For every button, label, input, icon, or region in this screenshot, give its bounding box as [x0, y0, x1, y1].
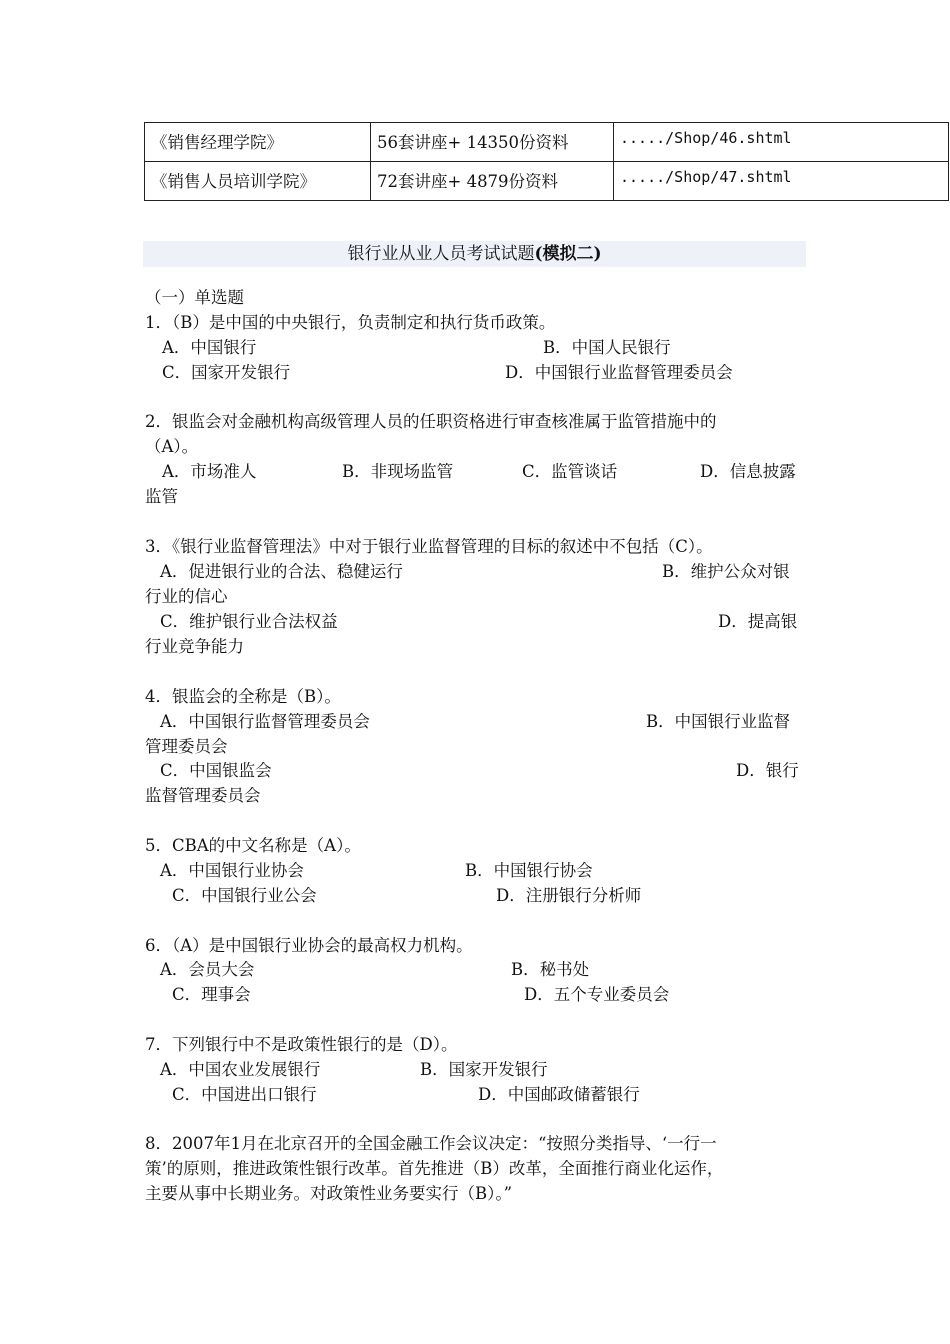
question-1-option-c: C．国家开发银行 — [162, 363, 291, 382]
question-6-stem: 6．（A）是中国银行业协会的最高权力机构。 — [145, 936, 473, 955]
question-3-option-d-cont: 行业竞争能力 — [145, 637, 244, 656]
question-4-option-a: A．中国银行监督管理委员会 — [160, 712, 370, 731]
question-1-option-d: D．中国银行业监督管理委员会 — [505, 363, 733, 382]
title-main: 银行业从业人员考试试题 — [347, 244, 535, 264]
table-cell-name: 《销售人员培训学院》 — [145, 162, 371, 201]
table-row — [145, 123, 949, 162]
question-8-stem-line3: 主要从事中长期业务。对政策性业务要实行（B）。” — [145, 1184, 513, 1203]
question-3-option-b: B．维护公众对银 — [662, 562, 790, 581]
question-2-option-a: A．市场准人 — [162, 462, 257, 481]
question-5-stem: 5．CBA的中文名称是（A）。 — [145, 836, 361, 855]
question-1-stem: 1．（B）是中国的中央银行，负责制定和执行货币政策。 — [145, 313, 556, 332]
question-4-option-b-cont: 管理委员会 — [145, 737, 228, 756]
question-7-option-b: B．国家开发银行 — [420, 1060, 548, 1079]
table-cell-name: 《销售经理学院》 — [145, 123, 371, 162]
question-3-stem: 3．《银行业监督管理法》中对于银行业监督管理的目标的叙述中不包括（C）。 — [145, 537, 713, 556]
table-cell-link[interactable]: ...../Shop/46.shtml — [614, 123, 949, 162]
question-2-option-c: C．监管谈话 — [522, 462, 618, 481]
title-suffix: (模拟二) — [534, 244, 602, 264]
question-3-option-b-cont: 行业的信心 — [145, 587, 228, 606]
question-2-option-d-cont: 监管 — [145, 487, 178, 506]
resource-table — [144, 122, 949, 201]
question-1-option-a: A．中国银行 — [162, 338, 257, 357]
question-4-option-d-cont: 监督管理委员会 — [145, 786, 261, 805]
question-7-option-d: D．中国邮政储蓄银行 — [478, 1085, 640, 1104]
table-cell-content: 56套讲座+ 14350份资料 — [371, 123, 614, 162]
question-6-option-d: D．五个专业委员会 — [524, 985, 670, 1004]
question-7-stem: 7．下列银行中不是政策性银行的是（D）。 — [145, 1035, 458, 1054]
table-row — [145, 162, 949, 201]
table-cell-link[interactable]: ...../Shop/47.shtml — [614, 162, 949, 201]
question-2-stem: 2．银监会对金融机构高级管理人员的任职资格进行审查核准属于监管措施中的 — [145, 412, 717, 431]
question-6-option-a: A．会员大会 — [160, 960, 255, 979]
section-heading: （一）单选题 — [145, 288, 244, 307]
question-4-option-c: C．中国银监会 — [160, 761, 272, 780]
question-3-option-a: A．促进银行业的合法、稳健运行 — [160, 562, 403, 581]
question-4-stem: 4．银监会的全称是（B）。 — [145, 687, 341, 706]
question-8-stem-line1: 8．2007年1月在北京召开的全国金融工作会议决定：“按照分类指导、‘一行一 — [145, 1134, 717, 1153]
question-2-option-d: D．信息披露 — [700, 462, 796, 481]
question-1-option-b: B．中国人民银行 — [543, 338, 671, 357]
question-8-stem-line2: 策’的原则，推进政策性银行改革。首先推进（B）改革，全面推行商业化运作， — [145, 1159, 724, 1178]
question-7-option-c: C．中国进出口银行 — [172, 1085, 317, 1104]
question-5-option-d: D．注册银行分析师 — [496, 886, 642, 905]
question-5-option-a: A．中国银行业协会 — [160, 861, 304, 880]
question-3-option-d: D．提高银 — [718, 612, 798, 631]
question-2-stem-cont: （A）。 — [145, 437, 199, 456]
question-5-option-c: C．中国银行业公会 — [172, 886, 317, 905]
question-6-option-b: B．秘书处 — [511, 960, 590, 979]
question-7-option-a: A．中国农业发展银行 — [160, 1060, 321, 1079]
question-2-option-b: B．非现场监管 — [342, 462, 454, 481]
question-4-option-b: B．中国银行业监督 — [646, 712, 791, 731]
table-cell-content: 72套讲座+ 4879份资料 — [371, 162, 614, 201]
question-4-option-d: D．银行 — [736, 761, 799, 780]
page-title — [143, 241, 806, 267]
question-3-option-c: C．维护银行业合法权益 — [160, 612, 338, 631]
question-5-option-b: B．中国银行协会 — [465, 861, 593, 880]
question-6-option-c: C．理事会 — [172, 985, 251, 1004]
